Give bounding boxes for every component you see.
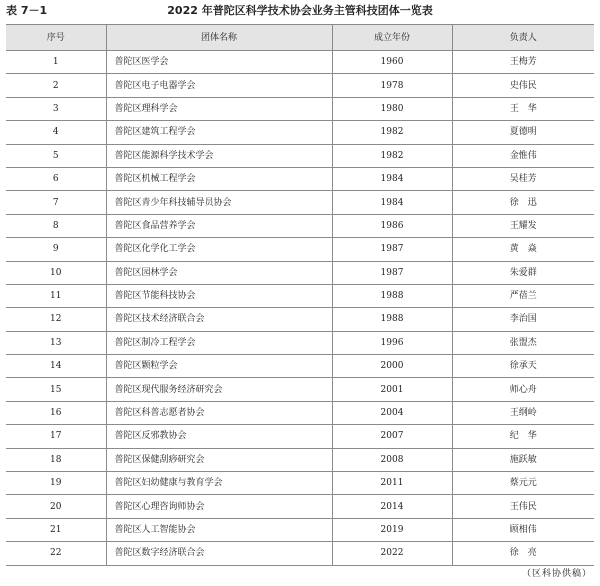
table-header-row	[6, 25, 594, 51]
table-row	[6, 331, 594, 354]
cell-index: 6	[6, 167, 106, 190]
cell-index: 11	[6, 284, 106, 307]
table-row	[6, 214, 594, 237]
cell-founded-year: 1986	[332, 214, 452, 237]
cell-org-name: 普陀区园林学会	[106, 261, 332, 284]
cell-org-name: 普陀区食品营养学会	[106, 214, 332, 237]
table-row	[6, 542, 594, 565]
cell-org-name: 普陀区制冷工程学会	[106, 331, 332, 354]
cell-index: 20	[6, 495, 106, 518]
cell-org-name: 普陀区保健刮痧研究会	[106, 448, 332, 471]
cell-person-in-charge: 徐承天	[452, 355, 594, 378]
cell-index: 2	[6, 74, 106, 97]
cell-index: 21	[6, 518, 106, 541]
cell-index: 18	[6, 448, 106, 471]
table-row	[6, 518, 594, 541]
cell-founded-year: 1982	[332, 121, 452, 144]
cell-person-in-charge: 王梅芳	[452, 51, 594, 74]
cell-founded-year: 2019	[332, 518, 452, 541]
cell-person-in-charge: 施跃敏	[452, 448, 594, 471]
cell-person-in-charge: 王伟民	[452, 495, 594, 518]
cell-index: 13	[6, 331, 106, 354]
cell-person-in-charge: 徐 迅	[452, 191, 594, 214]
cell-person-in-charge: 王 华	[452, 97, 594, 120]
cell-org-name: 普陀区心理咨询师协会	[106, 495, 332, 518]
cell-founded-year: 1988	[332, 308, 452, 331]
table-row	[6, 425, 594, 448]
cell-index: 12	[6, 308, 106, 331]
cell-person-in-charge: 师心舟	[452, 378, 594, 401]
cell-index: 17	[6, 425, 106, 448]
cell-person-in-charge: 王耀发	[452, 214, 594, 237]
cell-founded-year: 2011	[332, 472, 452, 495]
table-row	[6, 495, 594, 518]
cell-person-in-charge: 史伟民	[452, 74, 594, 97]
cell-index: 16	[6, 401, 106, 424]
cell-org-name: 普陀区能源科学技术学会	[106, 144, 332, 167]
cell-founded-year: 2008	[332, 448, 452, 471]
table-row	[6, 121, 594, 144]
cell-org-name: 普陀区人工智能协会	[106, 518, 332, 541]
cell-person-in-charge: 王纲岭	[452, 401, 594, 424]
cell-person-in-charge: 黄 焱	[452, 238, 594, 261]
cell-index: 15	[6, 378, 106, 401]
cell-founded-year: 1987	[332, 261, 452, 284]
cell-person-in-charge: 纪 华	[452, 425, 594, 448]
cell-index: 7	[6, 191, 106, 214]
cell-founded-year: 1960	[332, 51, 452, 74]
table-title: 2022 年普陀区科学技术协会业务主管科技团体一览表	[167, 4, 433, 17]
cell-org-name: 普陀区机械工程学会	[106, 167, 332, 190]
cell-index: 8	[6, 214, 106, 237]
table-row	[6, 284, 594, 307]
cell-founded-year: 2001	[332, 378, 452, 401]
cell-founded-year: 1984	[332, 191, 452, 214]
table-row	[6, 261, 594, 284]
table-body	[6, 51, 594, 566]
column-header-person: 负责人	[452, 25, 594, 51]
cell-org-name: 普陀区妇幼健康与教育学会	[106, 472, 332, 495]
table-row	[6, 191, 594, 214]
table-row	[6, 238, 594, 261]
cell-index: 14	[6, 355, 106, 378]
cell-org-name: 普陀区节能科技协会	[106, 284, 332, 307]
organizations-table	[6, 24, 594, 566]
cell-org-name: 普陀区颗粒学会	[106, 355, 332, 378]
cell-person-in-charge: 金惟伟	[452, 144, 594, 167]
cell-founded-year: 1980	[332, 97, 452, 120]
table-row	[6, 378, 594, 401]
column-header-name: 团体名称	[106, 25, 332, 51]
cell-founded-year: 1982	[332, 144, 452, 167]
cell-founded-year: 2004	[332, 401, 452, 424]
cell-person-in-charge: 顾相伟	[452, 518, 594, 541]
cell-org-name: 普陀区数字经济联合会	[106, 542, 332, 565]
cell-founded-year: 2022	[332, 542, 452, 565]
cell-founded-year: 1984	[332, 167, 452, 190]
cell-index: 5	[6, 144, 106, 167]
cell-founded-year: 2000	[332, 355, 452, 378]
cell-org-name: 普陀区电子电器学会	[106, 74, 332, 97]
cell-person-in-charge: 张盟杰	[452, 331, 594, 354]
cell-index: 19	[6, 472, 106, 495]
cell-org-name: 普陀区科普志愿者协会	[106, 401, 332, 424]
cell-org-name: 普陀区反邪教协会	[106, 425, 332, 448]
cell-org-name: 普陀区化学化工学会	[106, 238, 332, 261]
table-row	[6, 472, 594, 495]
table-row	[6, 51, 594, 74]
cell-index: 10	[6, 261, 106, 284]
table-row	[6, 448, 594, 471]
cell-person-in-charge: 吴桂芳	[452, 167, 594, 190]
cell-index: 3	[6, 97, 106, 120]
cell-org-name: 普陀区青少年科技辅导员协会	[106, 191, 332, 214]
cell-index: 1	[6, 51, 106, 74]
table-header	[0, 0, 600, 22]
cell-founded-year: 1978	[332, 74, 452, 97]
column-header-year: 成立年份	[332, 25, 452, 51]
source-note: （区科协供稿）	[521, 569, 592, 579]
cell-founded-year: 2007	[332, 425, 452, 448]
cell-person-in-charge: 朱爱群	[452, 261, 594, 284]
table-row	[6, 401, 594, 424]
column-header-index: 序号	[6, 25, 106, 51]
table-row	[6, 167, 594, 190]
cell-org-name: 普陀区现代服务经济研究会	[106, 378, 332, 401]
cell-person-in-charge: 徐 亮	[452, 542, 594, 565]
cell-index: 4	[6, 121, 106, 144]
cell-founded-year: 1996	[332, 331, 452, 354]
cell-founded-year: 1988	[332, 284, 452, 307]
table-row	[6, 97, 594, 120]
cell-founded-year: 2014	[332, 495, 452, 518]
cell-person-in-charge: 李治国	[452, 308, 594, 331]
cell-org-name: 普陀区技术经济联合会	[106, 308, 332, 331]
table-row	[6, 308, 594, 331]
cell-person-in-charge: 夏德明	[452, 121, 594, 144]
table-number: 表 7－1	[6, 4, 48, 17]
cell-founded-year: 1987	[332, 238, 452, 261]
cell-person-in-charge: 严蓓兰	[452, 284, 594, 307]
cell-index: 22	[6, 542, 106, 565]
cell-person-in-charge: 蔡元元	[452, 472, 594, 495]
cell-index: 9	[6, 238, 106, 261]
cell-org-name: 普陀区医学会	[106, 51, 332, 74]
table-row	[6, 355, 594, 378]
cell-org-name: 普陀区建筑工程学会	[106, 121, 332, 144]
table-row	[6, 74, 594, 97]
table-row	[6, 144, 594, 167]
cell-org-name: 普陀区理科学会	[106, 97, 332, 120]
